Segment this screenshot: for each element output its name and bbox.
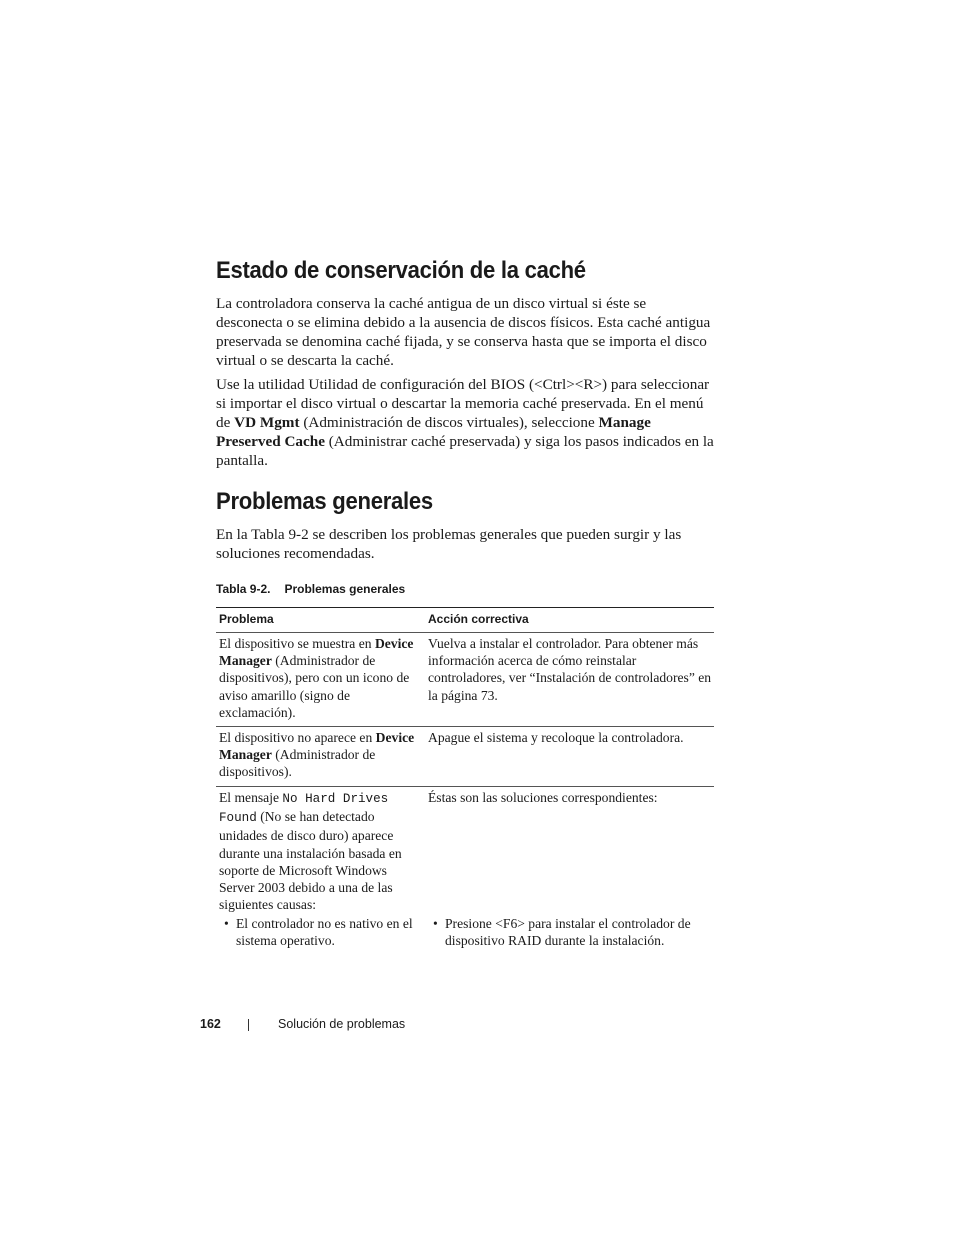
row1-problem	[219, 635, 421, 721]
text-run: (Administración de discos virtuales), seleccione	[299, 414, 599, 431]
row2-action: Apague el sistema y recoloque la controladora.	[428, 730, 684, 745]
bullet-icon: •	[433, 916, 438, 931]
caption-title: Problemas generales	[284, 582, 406, 596]
bullet-solution-text: Presione <F6> para instalar el controlador de dispositivo RAID durante la instalación.	[445, 916, 691, 949]
text-run: Use la utilidad Utilidad de configuración del BIOS (<Ctrl><R>) para seleccionar si importar el disco virtual o descartar la memoria caché preservada. En el menú de	[216, 376, 710, 431]
row2-problem	[219, 729, 421, 781]
text-run: El mensaje	[219, 790, 283, 805]
text-run: (No se han detectado unidades de disco duro) aparece durante una instalación basada en soporte de Microsoft Windows Server 2003 debido a una de las siguientes causas:	[219, 809, 402, 913]
header-rule	[216, 632, 714, 633]
header-action: Acción correctiva	[428, 612, 529, 626]
table-caption	[216, 581, 405, 597]
footer-section-title: Solución de problemas	[278, 1017, 406, 1031]
text-run: El dispositivo se muestra en	[219, 636, 375, 651]
text-run: (Administrador de dispositivos).	[219, 747, 376, 780]
general-paragraph: En la Tabla 9-2 se describen los problemas generales que pueden surgir y las soluciones recomendadas.	[216, 526, 682, 562]
header-problem: Problema	[219, 612, 274, 626]
manage-preserved-cache-term: Manage Preserved Cache	[216, 414, 651, 450]
table-top-rule	[216, 607, 714, 608]
row3-action: Éstas son las soluciones correspondientes:	[428, 790, 658, 805]
cache-paragraph-2	[216, 375, 716, 470]
section-heading-cache: Estado de conservación de la caché	[216, 257, 586, 284]
page-number: 162	[200, 1017, 221, 1031]
text-run: El dispositivo no aparece en	[219, 730, 376, 745]
text-run: (Administrar caché preservada) y siga los pasos indicados en la pantalla.	[216, 433, 714, 469]
error-message-code: No Hard Drives Found	[219, 792, 389, 826]
bullet-cause-text: El controlador no es nativo en el sistema operativo.	[236, 916, 413, 949]
footer-separator	[248, 1019, 249, 1031]
caption-number: Tabla 9-2.	[216, 582, 271, 596]
bullet-icon: •	[224, 916, 229, 931]
device-manager-term: Device Manager	[219, 730, 415, 763]
row-rule	[216, 726, 714, 727]
row-rule	[216, 786, 714, 787]
vd-mgmt-term: VD Mgmt	[234, 414, 300, 431]
row1-action: Vuelva a instalar el controlador. Para obtener más información acerca de cómo reinstalar controladores, ver “Instalación de controladores” en la página 73.	[428, 636, 712, 703]
text-run: (Administrador de dispositivos), pero con un icono de aviso amarillo (signo de exclamación).	[219, 653, 410, 720]
section-heading-general: Problemas generales	[216, 488, 433, 515]
cache-paragraph-1: La controladora conserva la caché antigua de un disco virtual si éste se desconecta o se elimina debido a la ausencia de discos físicos. Esta caché antigua preservada se denomina caché fijada, y se conserva hasta que se importa el disco virtual o se descarta la caché.	[216, 295, 711, 369]
row3-problem	[219, 789, 421, 913]
device-manager-term: Device Manager	[219, 636, 414, 669]
